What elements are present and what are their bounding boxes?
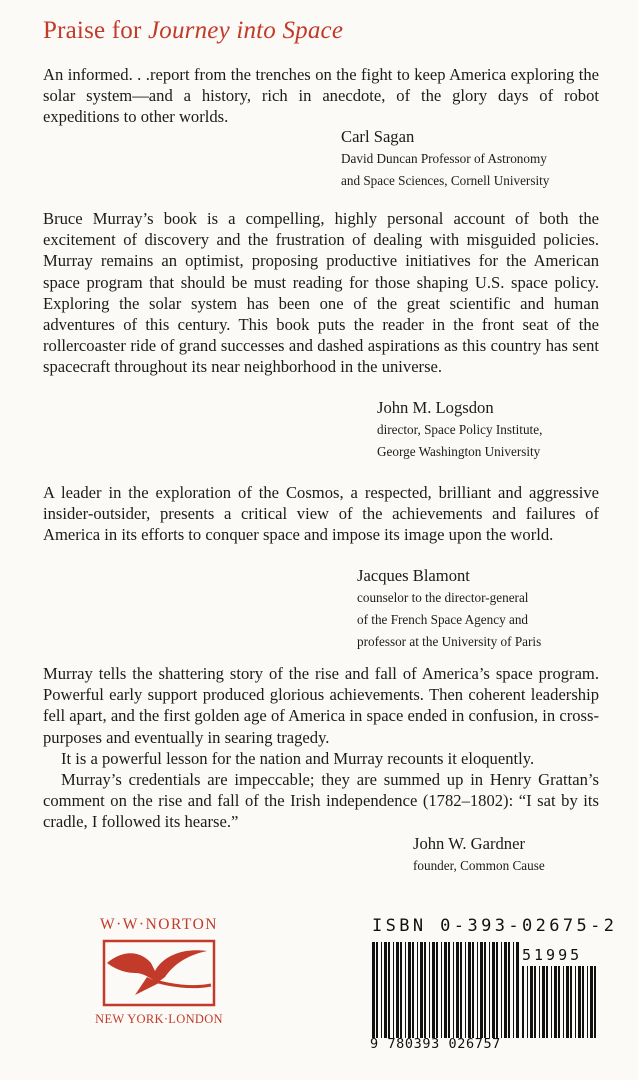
barcode-bar: [496, 942, 498, 1038]
barcode-bar: [456, 942, 459, 1038]
barcode-bar: [480, 942, 483, 1038]
barcode-bar: [384, 942, 387, 1038]
barcode-bar: [405, 942, 406, 1038]
blurb-attribution: [341, 126, 549, 192]
barcode-bar: [432, 942, 435, 1038]
barcode-bar: [590, 966, 593, 1038]
title-prefix: Praise for: [43, 17, 148, 44]
barcode: [370, 942, 620, 1062]
reviewer-role: professor at the University of Paris: [357, 634, 542, 649]
barcode-bar: [542, 966, 545, 1038]
barcode-bar: [429, 942, 430, 1038]
seagull-icon: [99, 937, 219, 1009]
blurb-quote: [43, 64, 599, 128]
isbn-label: ISBN 0-393-02675-2: [372, 916, 618, 936]
barcode-bar: [468, 942, 471, 1038]
barcode-bar: [441, 942, 442, 1038]
reviewer-name: John W. Gardner: [413, 834, 525, 853]
blurb-quote: [43, 208, 599, 378]
barcode-bar: [551, 966, 552, 1038]
barcode-bar: [554, 966, 557, 1038]
barcode-bar: [575, 966, 576, 1038]
reviewer-role: George Washington University: [377, 444, 541, 459]
blurb-paragraph: A leader in the exploration of the Cosmos, a respected, brilliant and aggressive insider-outsider, presents a critical view of the achievements and failures of America in its efforts to conquer space and impose its image upon the world.: [43, 483, 599, 545]
barcode-bar: [448, 942, 450, 1038]
reviewer-name: John M. Logsdon: [377, 398, 494, 417]
barcode-bar: [587, 966, 588, 1038]
barcode-bar: [376, 942, 378, 1038]
barcode-bar: [578, 966, 581, 1038]
barcode-digits: 9 780393 026757: [370, 1036, 501, 1052]
barcode-bar: [420, 942, 423, 1038]
blurb-quote: [43, 663, 599, 833]
barcode-bar: [477, 942, 478, 1038]
blurb-attribution: [377, 397, 542, 463]
barcode-bar: [566, 966, 569, 1038]
barcode-bar: [546, 966, 548, 1038]
barcode-bar: [396, 942, 399, 1038]
reviewer-role: founder, Common Cause: [413, 858, 545, 873]
reviewer-name: Jacques Blamont: [357, 566, 470, 585]
barcode-bar: [558, 966, 560, 1038]
barcode-bar: [508, 942, 510, 1038]
barcode-bar: [484, 942, 486, 1038]
barcode-bar: [444, 942, 447, 1038]
blurb-paragraph: Murray’s credentials are impeccable; they are summed up in Henry Grattan’s comment on the rise and fall of the Irish independence (1782–1802): “I sat by its cradle, I followed its hearse.”: [43, 770, 599, 832]
barcode-bar: [530, 966, 533, 1038]
reviewer-role: counselor to the director-general: [357, 590, 529, 605]
reviewer-role: and Space Sciences, Cornell University: [341, 173, 550, 188]
barcode-bar: [412, 942, 414, 1038]
barcode-bar: [570, 966, 572, 1038]
barcode-bar: [381, 942, 382, 1038]
barcode-bar: [472, 942, 474, 1038]
barcode-bar: [393, 942, 394, 1038]
barcode-bar: [388, 942, 390, 1038]
blurb-paragraph: Murray tells the shattering story of the rise and fall of America’s space program. Powerful early support produced glorious achievements. Then coherent leadership fell apart, and the first golden age of America in space ended in confusion, in cross-purposes and eventually in searing tragedy.: [43, 664, 599, 747]
reviewer-role: director, Space Policy Institute,: [377, 422, 543, 437]
barcode-bar: [465, 942, 466, 1038]
barcode-bar: [516, 942, 519, 1038]
barcode-bar: [408, 942, 411, 1038]
book-title: Journey into Space: [147, 17, 344, 44]
reviewer-role: David Duncan Professor of Astronomy: [341, 151, 547, 166]
barcode-bar: [436, 942, 438, 1038]
barcode-bar: [424, 942, 426, 1038]
barcode-bar: [504, 942, 507, 1038]
barcode-bar: [513, 942, 514, 1038]
page-title: [43, 17, 343, 45]
blurb-paragraph: Bruce Murray’s book is a compelling, highly personal account of both the excitement of discovery and the frustration of dealing with misguided policies. Murray remains an optimist, proposing productive initiatives for the American space program that should be must reading for those shaping U.S. space policy. Exploring the solar system has been one of the great scientific and human adventures of this century. This book puts the reader in the front seat of the rollercoaster ride of grand successes and dashed aspirations as this country has sent spacecraft throughout its near neighborhood in the universe.: [43, 209, 599, 377]
barcode-bars: [370, 942, 520, 1038]
barcode-bar: [582, 966, 584, 1038]
barcode-bar: [594, 966, 596, 1038]
blurb-paragraph: It is a powerful lesson for the nation and Murray recounts it eloquently.: [61, 748, 535, 768]
barcode-bar: [489, 942, 490, 1038]
blurb-attribution: [357, 565, 541, 653]
barcode-bar: [539, 966, 540, 1038]
barcode-bar: [417, 942, 418, 1038]
barcode-bar: [563, 966, 564, 1038]
barcode-bar: [492, 942, 495, 1038]
publisher-logo: [80, 915, 238, 1027]
barcode-bar: [501, 942, 502, 1038]
blurb-attribution: [413, 833, 545, 877]
reviewer-role: of the French Space Agency and: [357, 612, 529, 627]
publisher-city: NEW YORK·LONDON: [95, 1012, 223, 1026]
barcode-bar: [522, 966, 524, 1038]
addon-barcode-bars: [520, 966, 600, 1038]
barcode-bar: [400, 942, 402, 1038]
reviewer-name: Carl Sagan: [341, 127, 415, 146]
barcode-bar: [527, 966, 528, 1038]
blurb-quote: [43, 482, 599, 546]
barcode-bar: [534, 966, 536, 1038]
barcode-bar: [460, 942, 462, 1038]
barcode-bar: [453, 942, 454, 1038]
barcode-bar: [372, 942, 375, 1038]
publisher-name: W·W·NORTON: [100, 916, 218, 933]
price-addon-digits: 51995: [522, 946, 583, 964]
blurb-paragraph: An informed. . .report from the trenches on the fight to keep America exploring the solar system—and a history, rich in anecdote, of the glory days of robot expeditions to other worlds.: [43, 65, 599, 127]
